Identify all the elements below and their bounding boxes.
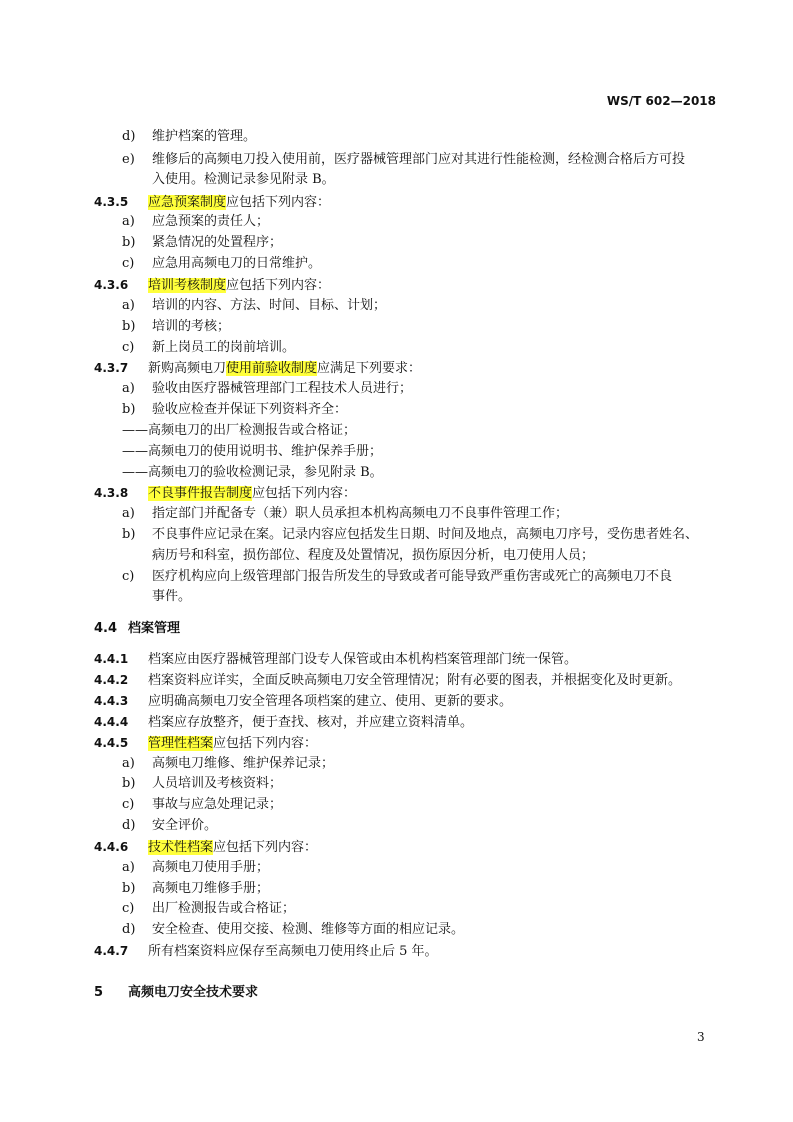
- list-marker: b): [122, 527, 136, 542]
- list-item-text: 出厂检测报告或合格证；: [152, 901, 296, 916]
- list-item: [122, 151, 685, 169]
- list-item-text: 高频电刀使用手册；: [152, 860, 270, 875]
- clause: [94, 193, 330, 211]
- clause-text: 应包括下列内容：: [252, 486, 357, 501]
- continuation-text: 病历号和科室，损伤部位、程度及处置情况，损伤原因分析，电刀使用人员；: [152, 548, 595, 563]
- list-item: [122, 380, 412, 398]
- highlighted-term: 培训考核制度: [148, 278, 227, 293]
- list-item-text: 医疗机构应向上级管理部门报告所发生的导致或者可能导致严重伤害或死亡的高频电刀不良: [152, 569, 673, 584]
- list-marker: d): [122, 129, 136, 144]
- list-marker: c): [122, 340, 135, 355]
- list-marker: a): [122, 860, 135, 875]
- clause: [94, 838, 317, 856]
- clause-text: 应包括下列内容：: [226, 278, 331, 293]
- section-heading: [94, 620, 180, 638]
- clause-text: 档案应由医疗器械管理部门设专人保管或由本机构档案管理部门统一保管。: [148, 652, 578, 667]
- clause-number: 4.4.7: [94, 944, 129, 958]
- list-marker: d): [122, 922, 136, 937]
- list-marker: b): [122, 235, 136, 250]
- highlighted-term: 不良事件报告制度: [148, 486, 253, 501]
- clause: [94, 692, 512, 710]
- list-item-text: 紧急情况的处置程序；: [152, 235, 283, 250]
- continuation-text: 入使用。检测记录参见附录 B。: [152, 172, 335, 187]
- clause-text: 档案应存放整齐，便于查找、核对，并应建立资料清单。: [148, 715, 474, 730]
- list-marker: d): [122, 818, 136, 833]
- clause: [94, 734, 317, 752]
- list-marker: c): [122, 797, 135, 812]
- list-item-text: 安全评价。: [152, 818, 218, 833]
- clause-number: 4.4.5: [94, 736, 129, 750]
- list-item-text: 安全检查、使用交接、检测、维修等方面的相应记录。: [152, 922, 465, 937]
- list-item-text: 培训的内容、方法、时间、目标、计划；: [152, 298, 387, 313]
- list-marker: e): [122, 152, 135, 167]
- clause-text: 应包括下列内容：: [226, 195, 331, 210]
- list-item: [122, 880, 269, 898]
- list-item: [122, 817, 217, 835]
- clause-number: 4.3.6: [94, 278, 129, 292]
- clause-text: 应明确高频电刀安全管理各项档案的建立、使用、更新的要求。: [148, 694, 513, 709]
- list-item-text: 应急用高频电刀的日常维护。: [152, 256, 322, 271]
- highlighted-term: 管理性档案: [148, 736, 214, 751]
- section-title: 高频电刀安全技术要求: [128, 985, 259, 1000]
- list-item: [122, 297, 386, 315]
- list-marker: a): [122, 381, 135, 396]
- list-item: [122, 255, 321, 273]
- list-item: [122, 568, 672, 586]
- clause-text: 应满足下列要求：: [317, 361, 422, 376]
- clause: [94, 713, 473, 731]
- clause: [94, 650, 577, 668]
- clause-number: 4.4.4: [94, 715, 129, 729]
- list-item-text: 高频电刀维修手册；: [152, 881, 270, 896]
- list-item-text: 新上岗员工的岗前培训。: [152, 340, 296, 355]
- continuation-text: 事件。: [152, 589, 192, 604]
- clause-text: 新购高频电刀: [148, 361, 227, 376]
- list-marker: b): [122, 319, 136, 334]
- clause-number: 4.4.3: [94, 694, 129, 708]
- list-marker: c): [122, 569, 135, 584]
- clause-text: 应包括下列内容：: [213, 840, 318, 855]
- list-marker: a): [122, 756, 135, 771]
- clause: [94, 359, 421, 377]
- clause-text: 档案资料应详实，全面反映高频电刀安全管理情况；附有必要的图表，并根据变化及时更新。: [148, 673, 682, 688]
- list-item: [122, 339, 295, 357]
- list-item: [122, 755, 334, 773]
- list-item: [122, 128, 256, 146]
- list-item: [122, 213, 269, 231]
- list-marker: b): [122, 776, 136, 791]
- list-item-continuation: [152, 171, 335, 189]
- clause-number: 4.4.1: [94, 652, 129, 666]
- list-item-continuation: [152, 588, 191, 606]
- clause: [94, 484, 356, 502]
- list-item-text: 验收由医疗器械管理部门工程技术人员进行；: [152, 381, 413, 396]
- page-number: 3: [697, 1030, 705, 1044]
- list-item: [122, 526, 698, 544]
- clause: [94, 671, 681, 689]
- highlighted-term: 使用前验收制度: [226, 361, 318, 376]
- clause-number: 4.3.5: [94, 195, 129, 209]
- list-item-text: 事故与应急处理记录；: [152, 797, 283, 812]
- clause-number: 4.4.6: [94, 840, 129, 854]
- dash-list-item: [122, 464, 383, 482]
- section-number: 5: [94, 985, 104, 1000]
- list-item-text: 不良事件应记录在案。记录内容应包括发生日期、时间及地点，高频电刀序号，受伤患者姓名、: [152, 527, 699, 542]
- clause: [94, 942, 438, 960]
- document-code-header: WS/T 602—2018: [606, 94, 716, 108]
- list-item-text: 维护档案的管理。: [152, 129, 257, 144]
- list-marker: a): [122, 298, 135, 313]
- list-item: [122, 859, 269, 877]
- list-item: [122, 921, 464, 939]
- highlighted-term: 应急预案制度: [148, 195, 227, 210]
- dash-item-text: ——高频电刀的验收检测记录，参见附录 B。: [122, 465, 383, 480]
- list-item: [122, 900, 295, 918]
- dash-item-text: ——高频电刀的使用说明书、维护保养手册；: [122, 444, 383, 459]
- section-number: 4.4: [94, 621, 118, 636]
- list-item: [122, 796, 282, 814]
- section-title: 档案管理: [128, 621, 181, 636]
- dash-list-item: [122, 422, 356, 440]
- list-marker: a): [122, 214, 135, 229]
- dash-item-text: ——高频电刀的出厂检测报告或合格证；: [122, 423, 357, 438]
- list-marker: b): [122, 402, 136, 417]
- highlighted-term: 技术性档案: [148, 840, 214, 855]
- list-item-text: 维修后的高频电刀投入使用前，医疗器械管理部门应对其进行性能检测，经检测合格后方可投: [152, 152, 686, 167]
- dash-list-item: [122, 443, 382, 461]
- list-item-continuation: [152, 547, 594, 565]
- list-item: [122, 318, 230, 336]
- list-marker: c): [122, 901, 135, 916]
- list-item-text: 培训的考核；: [152, 319, 231, 334]
- list-marker: c): [122, 256, 135, 271]
- list-marker: b): [122, 881, 136, 896]
- clause-number: 4.3.7: [94, 361, 129, 375]
- list-item: [122, 234, 282, 252]
- list-item: [122, 505, 568, 523]
- list-marker: a): [122, 506, 135, 521]
- section-heading: [94, 984, 258, 1002]
- list-item-text: 验收应检查并保证下列资料齐全：: [152, 402, 348, 417]
- list-item-text: 高频电刀维修、维护保养记录；: [152, 756, 335, 771]
- clause-number: 4.4.2: [94, 673, 129, 687]
- clause-text: 所有档案资料应保存至高频电刀使用终止后 5 年。: [148, 944, 438, 959]
- clause: [94, 276, 330, 294]
- clause-number: 4.3.8: [94, 486, 129, 500]
- list-item-text: 人员培训及考核资料；: [152, 776, 283, 791]
- clause-text: 应包括下列内容：: [213, 736, 318, 751]
- list-item: [122, 775, 282, 793]
- list-item-text: 指定部门并配备专（兼）职人员承担本机构高频电刀不良事件管理工作；: [152, 506, 569, 521]
- list-item: [122, 401, 347, 419]
- list-item-text: 应急预案的责任人；: [152, 214, 270, 229]
